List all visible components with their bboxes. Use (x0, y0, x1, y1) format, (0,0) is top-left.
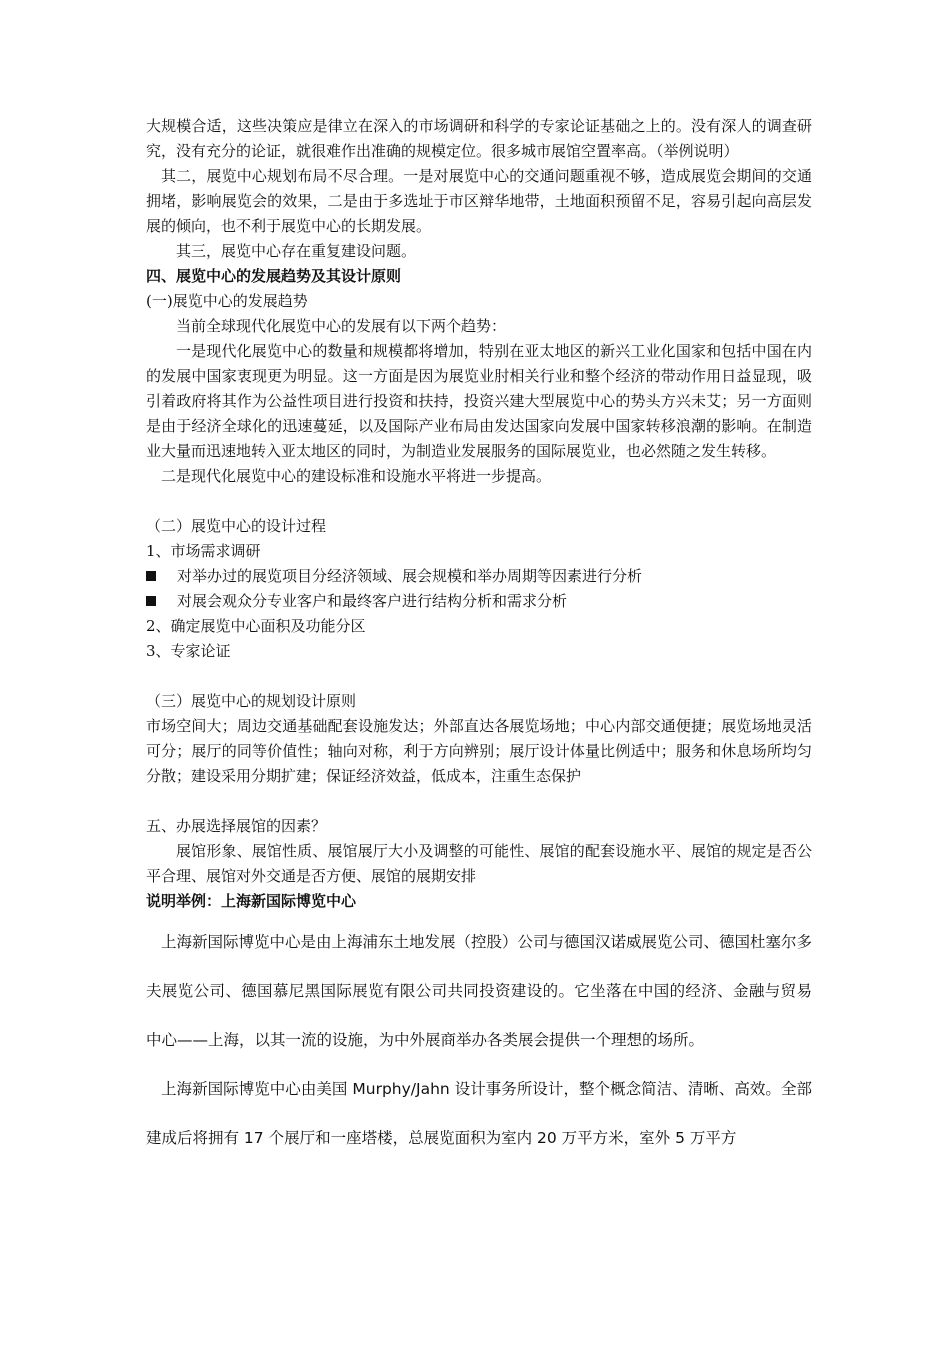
subheading-design-process: （二）展览中心的设计过程 (146, 517, 327, 535)
paragraph-expo-intro: 上海新国际博览中心是由上海浦东土地发展（控股）公司与德国汉诺威展览公司、德国杜塞尔多夫展览公司、德国慕尼黑国际展览有限公司共同投资建设的。它坐落在中国的经济、金融与贸易中心——上海，以其一流的设施，为中外展商举办各类展会提供一个理想的场所。 (146, 933, 813, 1049)
paragraph-venue-factors: 展馆形象、展馆性质、展馆展厅大小及调整的可能性、展馆的配套设施水平、展馆的规定是否公平合理、展馆对外交通是否方便、展馆的展期安排 (146, 842, 812, 885)
paragraph-layout-issue: 其二，展览中心规划布局不尽合理。一是对展览中心的交通问题重视不够，造成展览会期间的交通拥堵，影响展览会的效果，二是由于多选址于市区辩华地带，土地面积预留不足，容易引起向高层发展的倾向，也不利于展览中心的长期发展。 (146, 167, 812, 235)
paragraph-scale-decision: 大规模合适，这些决策应是律立在深入的市场调研和科学的专家论证基础之上的。没有深人的调查研究，没有充分的论证，就很难作出准确的规模定位。很多城市展馆空置率高。（举例说明） (146, 117, 812, 160)
example-heading: 说明举例：上海新国际博览中心 (146, 892, 357, 910)
bullet-text: 对展会观众分专业客户和最终客户进行结构分析和需求分析 (177, 592, 568, 610)
section-heading-four: 四、展览中心的发展趋势及其设计原则 (146, 267, 402, 285)
section-heading-five: 五、办展选择展馆的因素？ (146, 817, 327, 835)
square-bullet-icon (146, 571, 156, 581)
spacer (146, 664, 812, 689)
spacer (146, 789, 812, 814)
square-bullet-icon (146, 596, 156, 606)
paragraph-expo-design: 上海新国际博览中心由美国 Murphy/Jahn 设计事务所设计，整个概念简洁、清晰、高效。全部建成后将拥有 17 个展厅和一座塔楼，总展览面积为室内 20 万平方米，室外 5 万平方 (146, 1080, 812, 1147)
paragraph-trend-one: 一是现代化展览中心的数量和规模都将增加，特别在亚太地区的新兴工业化国家和包括中国在内的发展中国家衷现更为明显。这一方面是因为展览业肘相关行业和整个经济的带动作用日益显现，吸引着政府将其作为公益性项目进行投资和扶持，投资兴建大型展览中心的势头方兴未艾；另一方面则是由于经济全球化的迅速蔓延，以及国际产业布局由发达国家向发展中国家转移浪潮的影响。在制造业大量而迅速地转入亚太地区的同时，为制造业发展服务的国际展览业，也必然随之发生转移。 (146, 342, 812, 460)
document-body (146, 114, 812, 1163)
spacer (146, 489, 812, 514)
bullet-item-audience-analysis (146, 589, 812, 614)
paragraph-principles: 市场空间大；周边交通基础配套设施发达；外部直达各展览场地；中心内部交通便捷；展览场地灵活可分；展厅的同等价值性；轴向对称，利于方向辨别；展厅设计体量比例适中；服务和休息场所均匀分散；建设采用分期扩建；保证经济效益，低成本，注重生态保护 (146, 717, 812, 785)
serif-section (146, 114, 812, 914)
subheading-trends: (一)展览中心的发展趋势 (146, 292, 308, 310)
paragraph-trend-two: 二是现代化展览中心的建设标准和设施水平将进一步提高。 (161, 467, 552, 485)
paragraph-duplicate-construction: 其三，展览中心存在重复建设问题。 (176, 242, 417, 260)
subheading-planning-principles: （三）展览中心的规划设计原则 (146, 692, 357, 710)
list-item-expert-review: 3、专家论证 (146, 642, 231, 660)
bullet-text: 对举办过的展览项目分经济领域、展会规模和举办周期等因素进行分析 (177, 567, 643, 585)
paragraph-two-trends: 当前全球现代化展览中心的发展有以下两个趋势： (176, 317, 507, 335)
example-section (146, 918, 812, 1163)
bullet-item-project-analysis (146, 564, 812, 589)
list-item-market-research: 1、市场需求调研 (146, 542, 261, 560)
list-item-area-zoning: 2、确定展览中心面积及功能分区 (146, 617, 366, 635)
